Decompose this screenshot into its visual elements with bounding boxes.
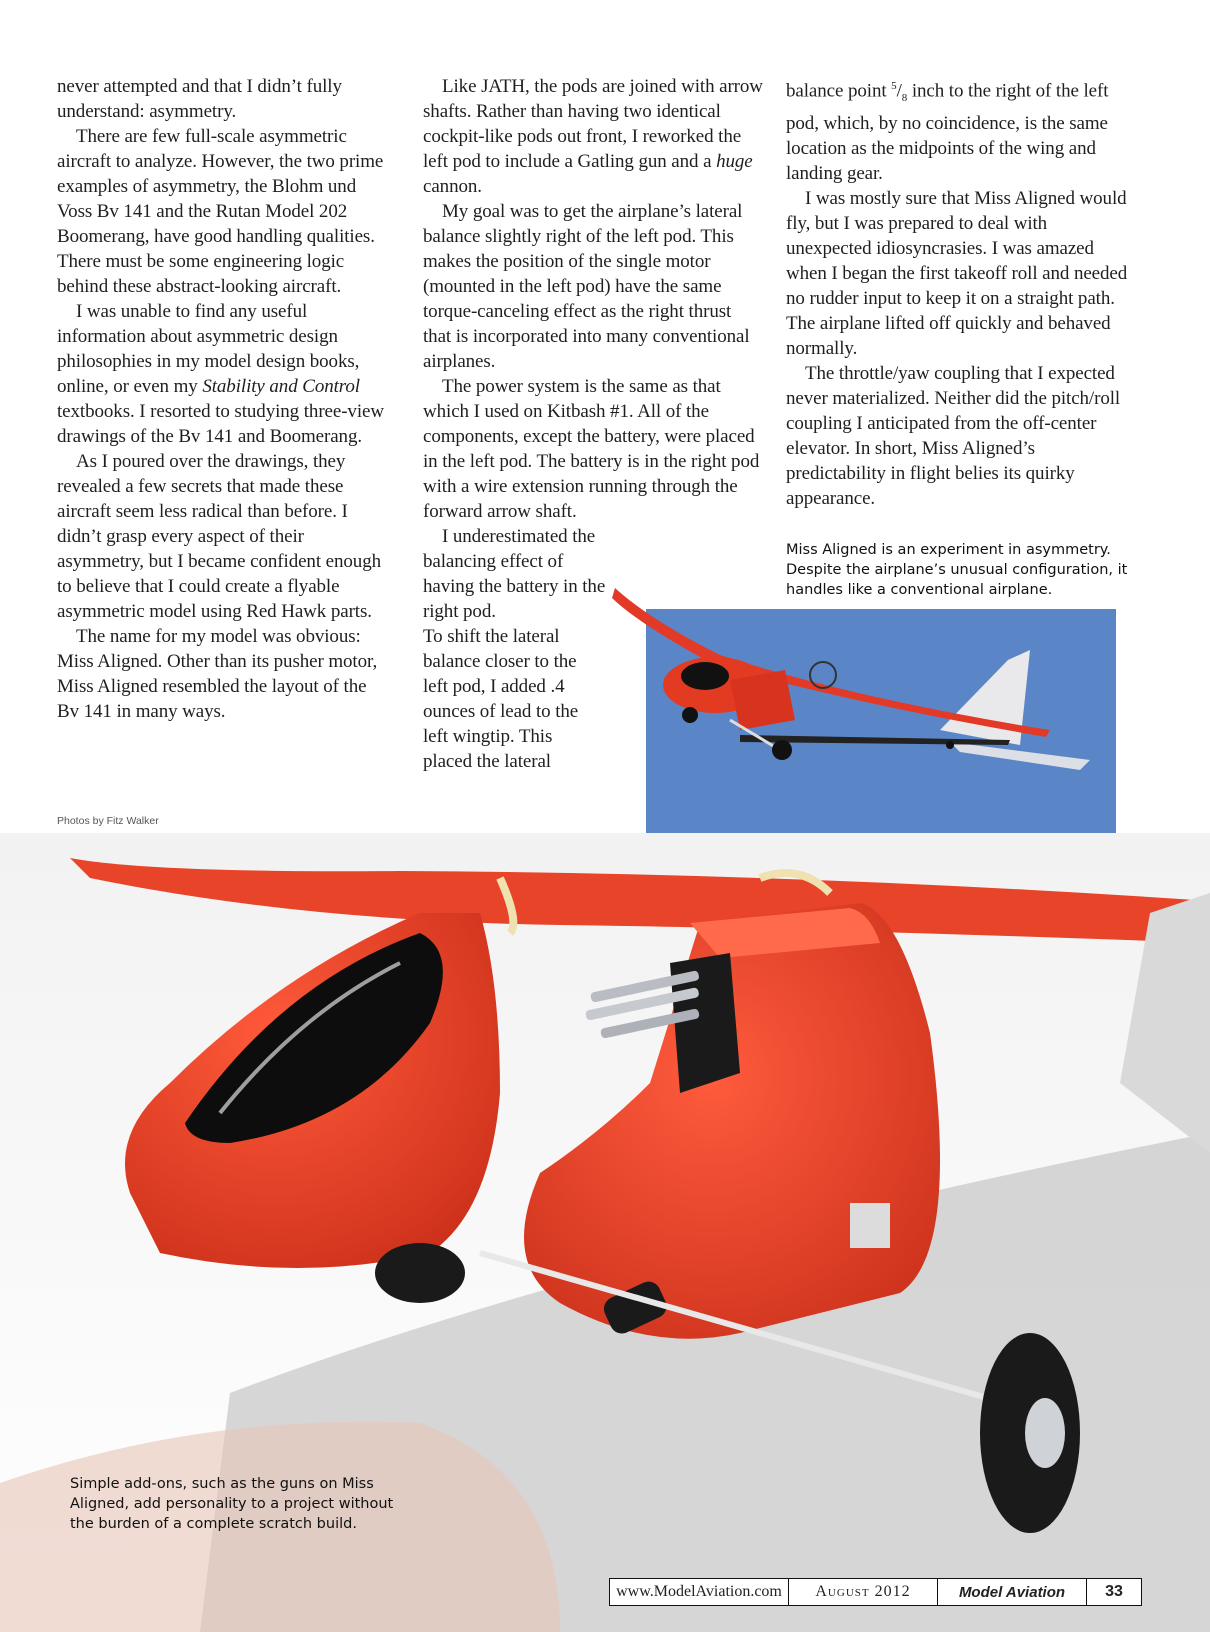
right-pod [730,670,795,730]
airplane-in-flight-image [610,570,1130,830]
page-number: 33 [1105,1583,1123,1600]
servo [850,1203,890,1248]
propeller [810,662,836,688]
paragraph: The name for my model was obvious: Miss Aligned. Other than its pusher motor, Miss Aligned resembled the layout of the Bv 141 in many ways. [57,626,378,722]
wheel-hub [1025,1398,1065,1468]
horizontal-stabilizer [950,742,1090,770]
wheel [682,707,698,723]
photo-caption-bottom: Simple add-ons, such as the guns on Miss Aligned, add personality to a project without the burden of a complete scratch build. [70,1476,394,1532]
paragraph: There are few full-scale asymmetric aircraft to analyze. However, the two prime examples of asymmetry, the Blohm und Voss Bv 141 and the Rutan Model 202 Boomerang, have good handling qualities. There must be some engineering logic behind these abstract-looking aircraft. [57,126,384,297]
paragraph: I underestimated the balancing effect of having the battery in the right pod. [423,526,606,622]
text-column-3 [786,74,1131,511]
photo-caption-top: Miss Aligned is an experiment in asymmetry. Despite the airplane’s unusual configuration, it handles like a conventional airplane. [786,542,1128,598]
paragraph: I was mostly sure that Miss Aligned would fly, but I was prepared to deal with unexpected idiosyncrasies. I was amazed when I began the first takeoff roll and needed no rudder input to keep it on a straight path. The airplane lifted off quickly and behaved normally. [786,188,1128,360]
tail-wheel [946,741,954,749]
footer-magazine: Model Aviation [938,1579,1087,1605]
paragraph: As I poured over the drawings, they revealed a few secrets that made these aircraft seem less radical than before. I didn’t grasp every aspect of their asymmetry, but I became confident enough to believe that I could create a flyable asymmetric model using Red Hawk parts. [57,451,381,622]
paragraph: The power system is the same as that which I used on Kitbash #1. All of the components, except the battery, were placed in the left pod. The battery is in the right pod with a wire extension running through the forward arrow shaft. [423,376,760,522]
main-wheel [772,740,792,760]
page-footer [609,1578,1142,1606]
paragraph: The throttle/yaw coupling that I expected never materialized. Neither did the pitch/roll coupling I anticipated from the off-center elevator. In short, Miss Aligned’s predictability in flight belies its quirky appearance. [786,363,1121,510]
paragraph: balance point $^5/_8$ inch to the right of the left pod, which, by no coincidence, is the same location as the midpoints of the wing and landing gear. [786,80,1109,185]
canopy [681,662,729,690]
photo-credit: Photos by Fitz Walker [57,815,159,827]
paragraph-continued: To shift the lateral balance closer to the left pod, I added .4 ounces of lead to the left wingtip. This placed the lateral [423,626,579,772]
paragraph: never attempted and that I didn’t fully understand: asymmetry. [57,76,342,122]
paragraph: My goal was to get the airplane’s lateral balance slightly right of the left pod. This makes the position of the single motor (mounted in the left pod) have the same torque-canceling effect as the right thrust that is incorporated into many conventional airplanes. [423,201,750,372]
footer-date: August 2012 [789,1579,938,1605]
paragraph: I was unable to find any useful information about asymmetric design philosophies in my model design books, online, or even my Stability and Control textbooks. I resorted to studying three-view drawings of the Bv 141 and Boomerang. [57,301,384,447]
footer-url[interactable]: www.ModelAviation.com [610,1579,789,1605]
text-column-1 [57,74,387,724]
wheel [375,1243,465,1303]
paragraph: Like JATH, the pods are joined with arrow shafts. Rather than having two identical cockpit-like pods out front, I reworked the left pod to include a Gatling gun and a huge cannon. [423,76,763,197]
